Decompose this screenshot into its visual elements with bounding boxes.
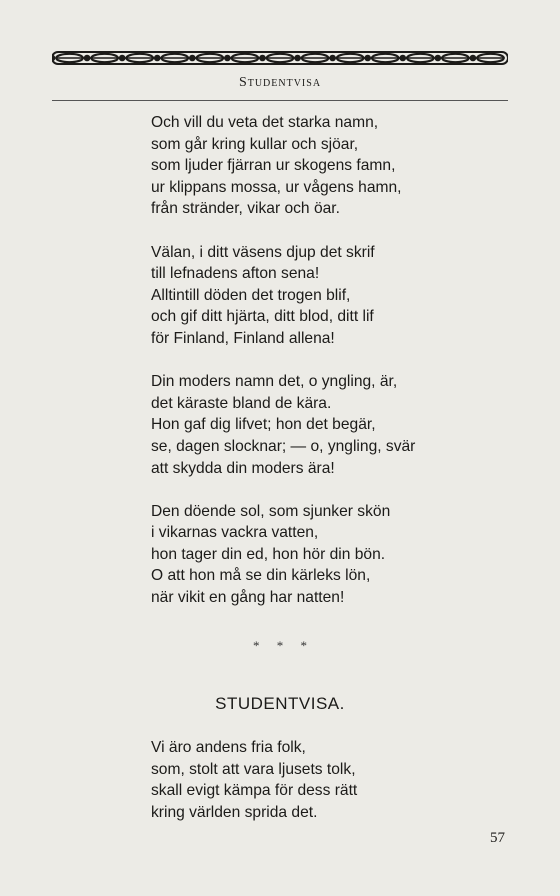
poem-line: för Finland, Finland allena! [151,329,335,347]
poem-line: Välan, i ditt väsens djup det skrif [151,243,375,261]
chain-knot-icon [365,56,369,60]
poem-line: som går kring kullar och sjöar, [151,135,359,153]
chain-knot-icon [52,56,54,60]
poem-line: det käraste bland de kära. [151,394,332,412]
poem-line: skall evigt kämpa för dess rätt [151,782,358,800]
poem-line: till lefnadens afton sena! [151,265,320,283]
chain-knot-icon [155,56,159,60]
chain-knot-icon [120,56,124,60]
poem-line: i vikarnas vackra vatten, [151,524,319,542]
poem-line: och gif ditt hjärta, ditt blod, ditt lif [151,308,374,326]
poem-line: från stränder, vikar och öar. [151,200,340,218]
ornamental-border-icon [52,51,508,65]
second-poem-body [151,737,481,823]
chain-knot-icon [436,56,440,60]
poem-line: Hon gaf dig lifvet; hon det begär, [151,416,376,434]
poem-line: när vikit en gång har natten! [151,589,345,607]
poem-line: hon tager din ed, hon hör din bön. [151,545,386,563]
section-divider-stars: * * * [253,638,307,653]
chain-knot-icon [330,56,334,60]
page-number: 57 [490,830,505,846]
running-head: Studentvisa [238,75,322,90]
stanza [151,242,481,350]
poem-line: som ljuder fjärran ur skogens famn, [151,157,396,175]
poem-line: Vi äro andens fria folk, [151,739,306,756]
poem-body [151,112,481,630]
stanza [151,501,481,609]
chain-knot-icon [85,56,89,60]
chain-knot-icon [190,56,194,60]
poem-line: att skydda din moders ära! [151,459,335,477]
poem-line: Den döende sol, som sjunker skön [151,502,391,520]
poem-line: Och vill du veta det starka namn, [151,114,379,131]
section-title: STUDENTVISA. [215,694,345,713]
header-rule [52,100,508,101]
poem-line: Alltintill döden det trogen blif, [151,286,351,304]
chain-knot-icon [295,56,299,60]
stanza [151,371,481,479]
poem-line: kring världen sprida det. [151,803,318,821]
chain-knot-icon [225,56,229,60]
chain-knot-icon [260,56,264,60]
stanza [151,112,481,220]
chain-knot-icon [471,56,475,60]
poem-line: Din moders namn det, o yngling, är, [151,373,398,391]
chain-knot-icon [401,56,405,60]
poem-line: ur klippans mossa, ur vågens hamn, [151,178,402,196]
poem-line: som, stolt att vara ljusets tolk, [151,760,356,778]
poem-line: se, dagen slocknar; — o, yngling, svär [151,437,416,455]
poem-line: O att hon må se din kärleks lön, [151,567,371,585]
